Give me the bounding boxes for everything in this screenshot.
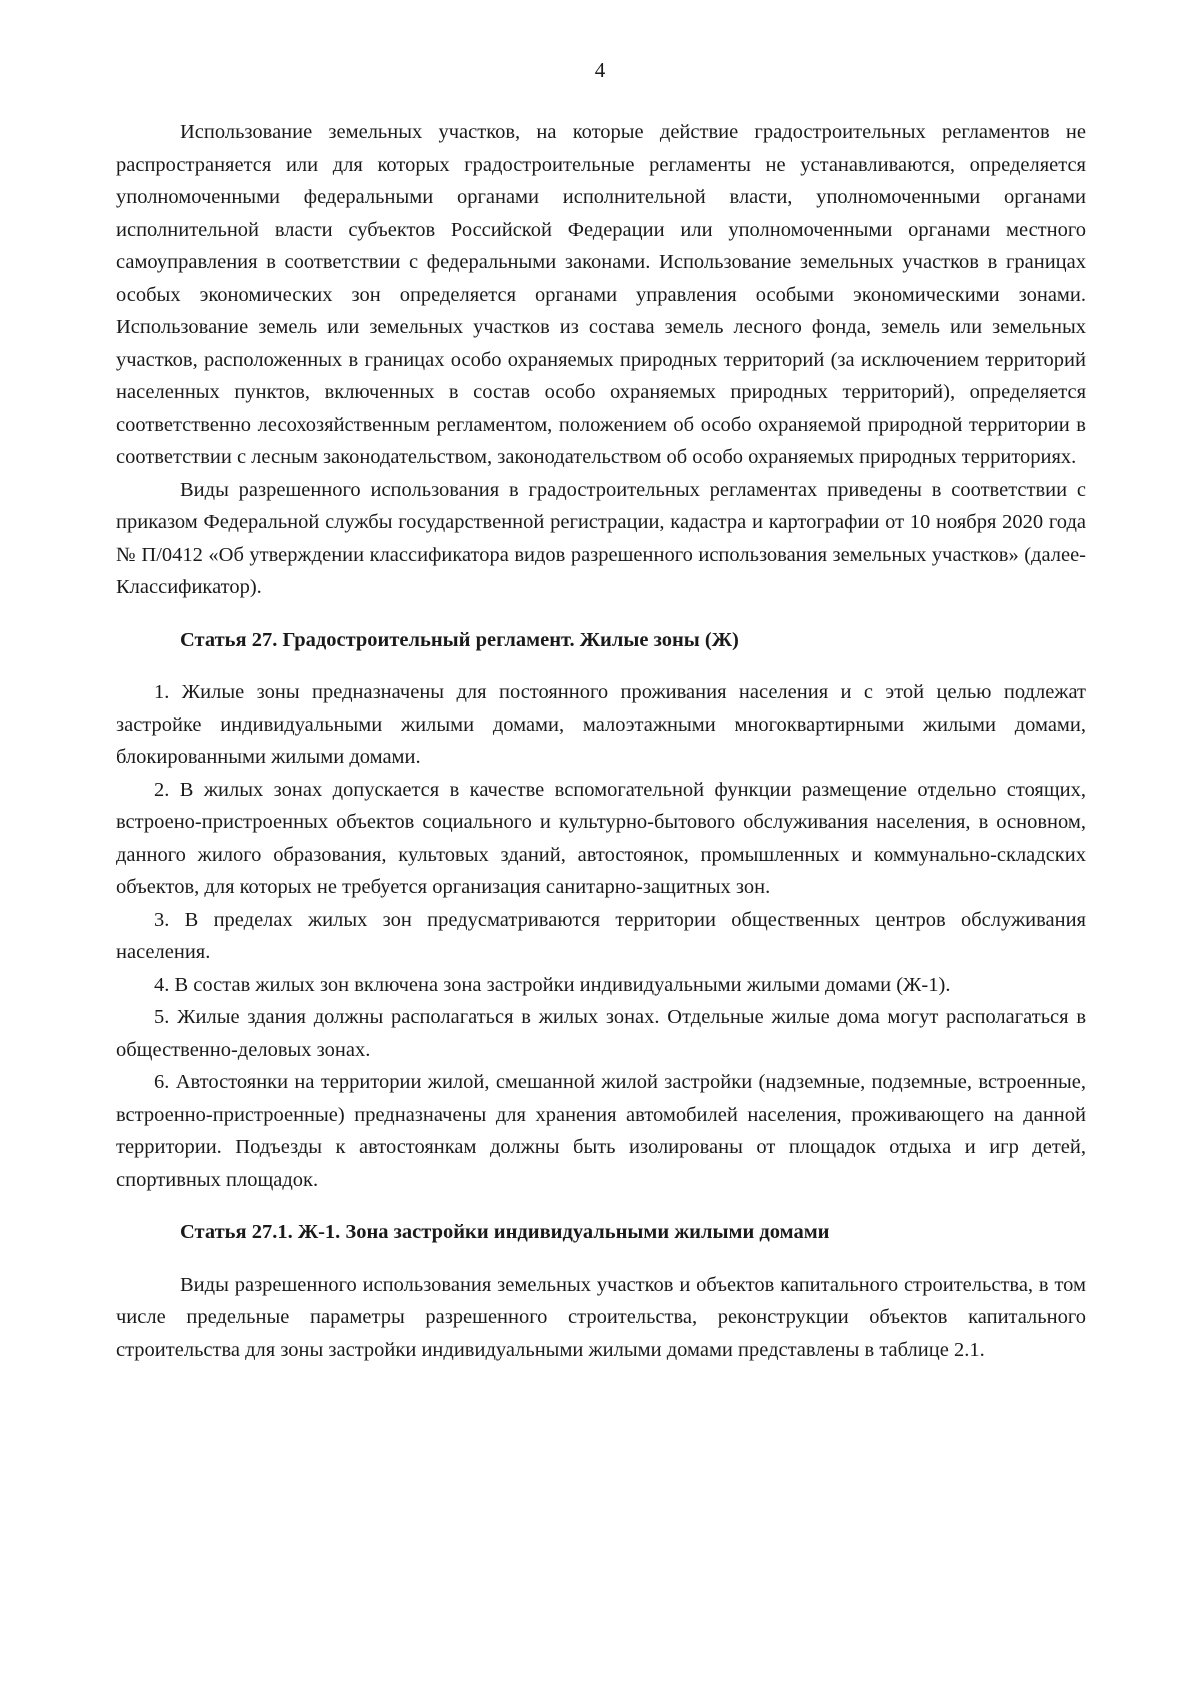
page-number: 4 — [594, 58, 606, 82]
article-27-1-paragraph: Виды разрешенного использования земельных участков и объектов капитального строительства, в том числе предельные параметры разрешенного строительства, реконструкции объектов капитального строительства для зоны застройки индивидуальными жилыми домами представлены в таблице 2.1. — [116, 1273, 1086, 1361]
article-27-item-4: 4. В состав жилых зон включена зона застройки индивидуальными жилыми домами (Ж-1). — [154, 973, 951, 996]
article-27-heading: Статья 27. Градостроительный регламент. Жилые зоны (Ж) — [180, 628, 739, 651]
article-27-item-3: 3. В пределах жилых зон предусматриваются территории общественных центров обслуживания населения. — [116, 908, 1086, 963]
page-content — [116, 116, 1086, 1366]
article-27-item-1: 1. Жилые зоны предназначены для постоянного проживания населения и с этой целью подлежат застройке индивидуальными жилыми домами, малоэтажными многоквартирными жилыми домами, блокированными жилыми домами. — [116, 681, 1086, 768]
article-27-item-6: 6. Автостоянки на территории жилой, смешанной жилой застройки (надземные, подземные, встроенные, встроенно-пристроенные) предназначены для хранения автомобилей населения, проживающего на данной территории. Подъезды к автостоянкам должны быть изолированы от площадок отдыха и игр детей, спортивных площадок. — [116, 1071, 1086, 1191]
article-27-item-2: 2. В жилых зонах допускается в качестве вспомогательной функции размещение отдельно стоящих, встроено-пристроенных объектов социального и культурно-бытового обслуживания населения, в основном, данного жилого образования, культовых зданий, автостоянок, промышленных и коммунально-складских объектов, для которых не требуется организация санитарно-защитных зон. — [116, 778, 1086, 898]
article-27-item-5: 5. Жилые здания должны располагаться в жилых зонах. Отдельные жилые дома могут располагаться в общественно-деловых зонах. — [116, 1006, 1086, 1061]
article-27-list — [116, 676, 1086, 1196]
article-27-1-heading: Статья 27.1. Ж-1. Зона застройки индивидуальными жилыми домами — [180, 1221, 830, 1243]
intro-paragraph-2: Виды разрешенного использования в градостроительных регламентах приведены в соответствии с приказом Федеральной службы государственной регистрации, кадастра и картографии от 10 ноября 2020 года № П/0412 «Об утверждении классификатора видов разрешенного использования земельных участков» (далее-Классификатор). — [116, 478, 1086, 598]
intro-paragraph-1: Использование земельных участков, на которые действие градостроительных регламентов не распространяется или для которых градостроительные регламенты не устанавливаются, определяется уполномоченными федеральными органами исполнительной власти, уполномоченными органами исполнительной власти субъектов Российской Федерации или уполномоченными органами местного самоуправления в соответствии с федеральными законами. Использование земельных участков в границах особых экономических зон определяется органами управления особыми экономическими зонами. Использование земель или земельных участков из состава земель лесного фонда, земель или земельных участков, расположенных в границах особо охраняемых природных территорий (за исключением территорий населенных пунктов, включенных в состав особо охраняемых природных территорий), определяется соответственно лесохозяйственным регламентом, положением об особо охраняемой природной территории в соответствии с лесным законодательством, законодательством об особо охраняемых природных территориях. — [116, 121, 1086, 468]
